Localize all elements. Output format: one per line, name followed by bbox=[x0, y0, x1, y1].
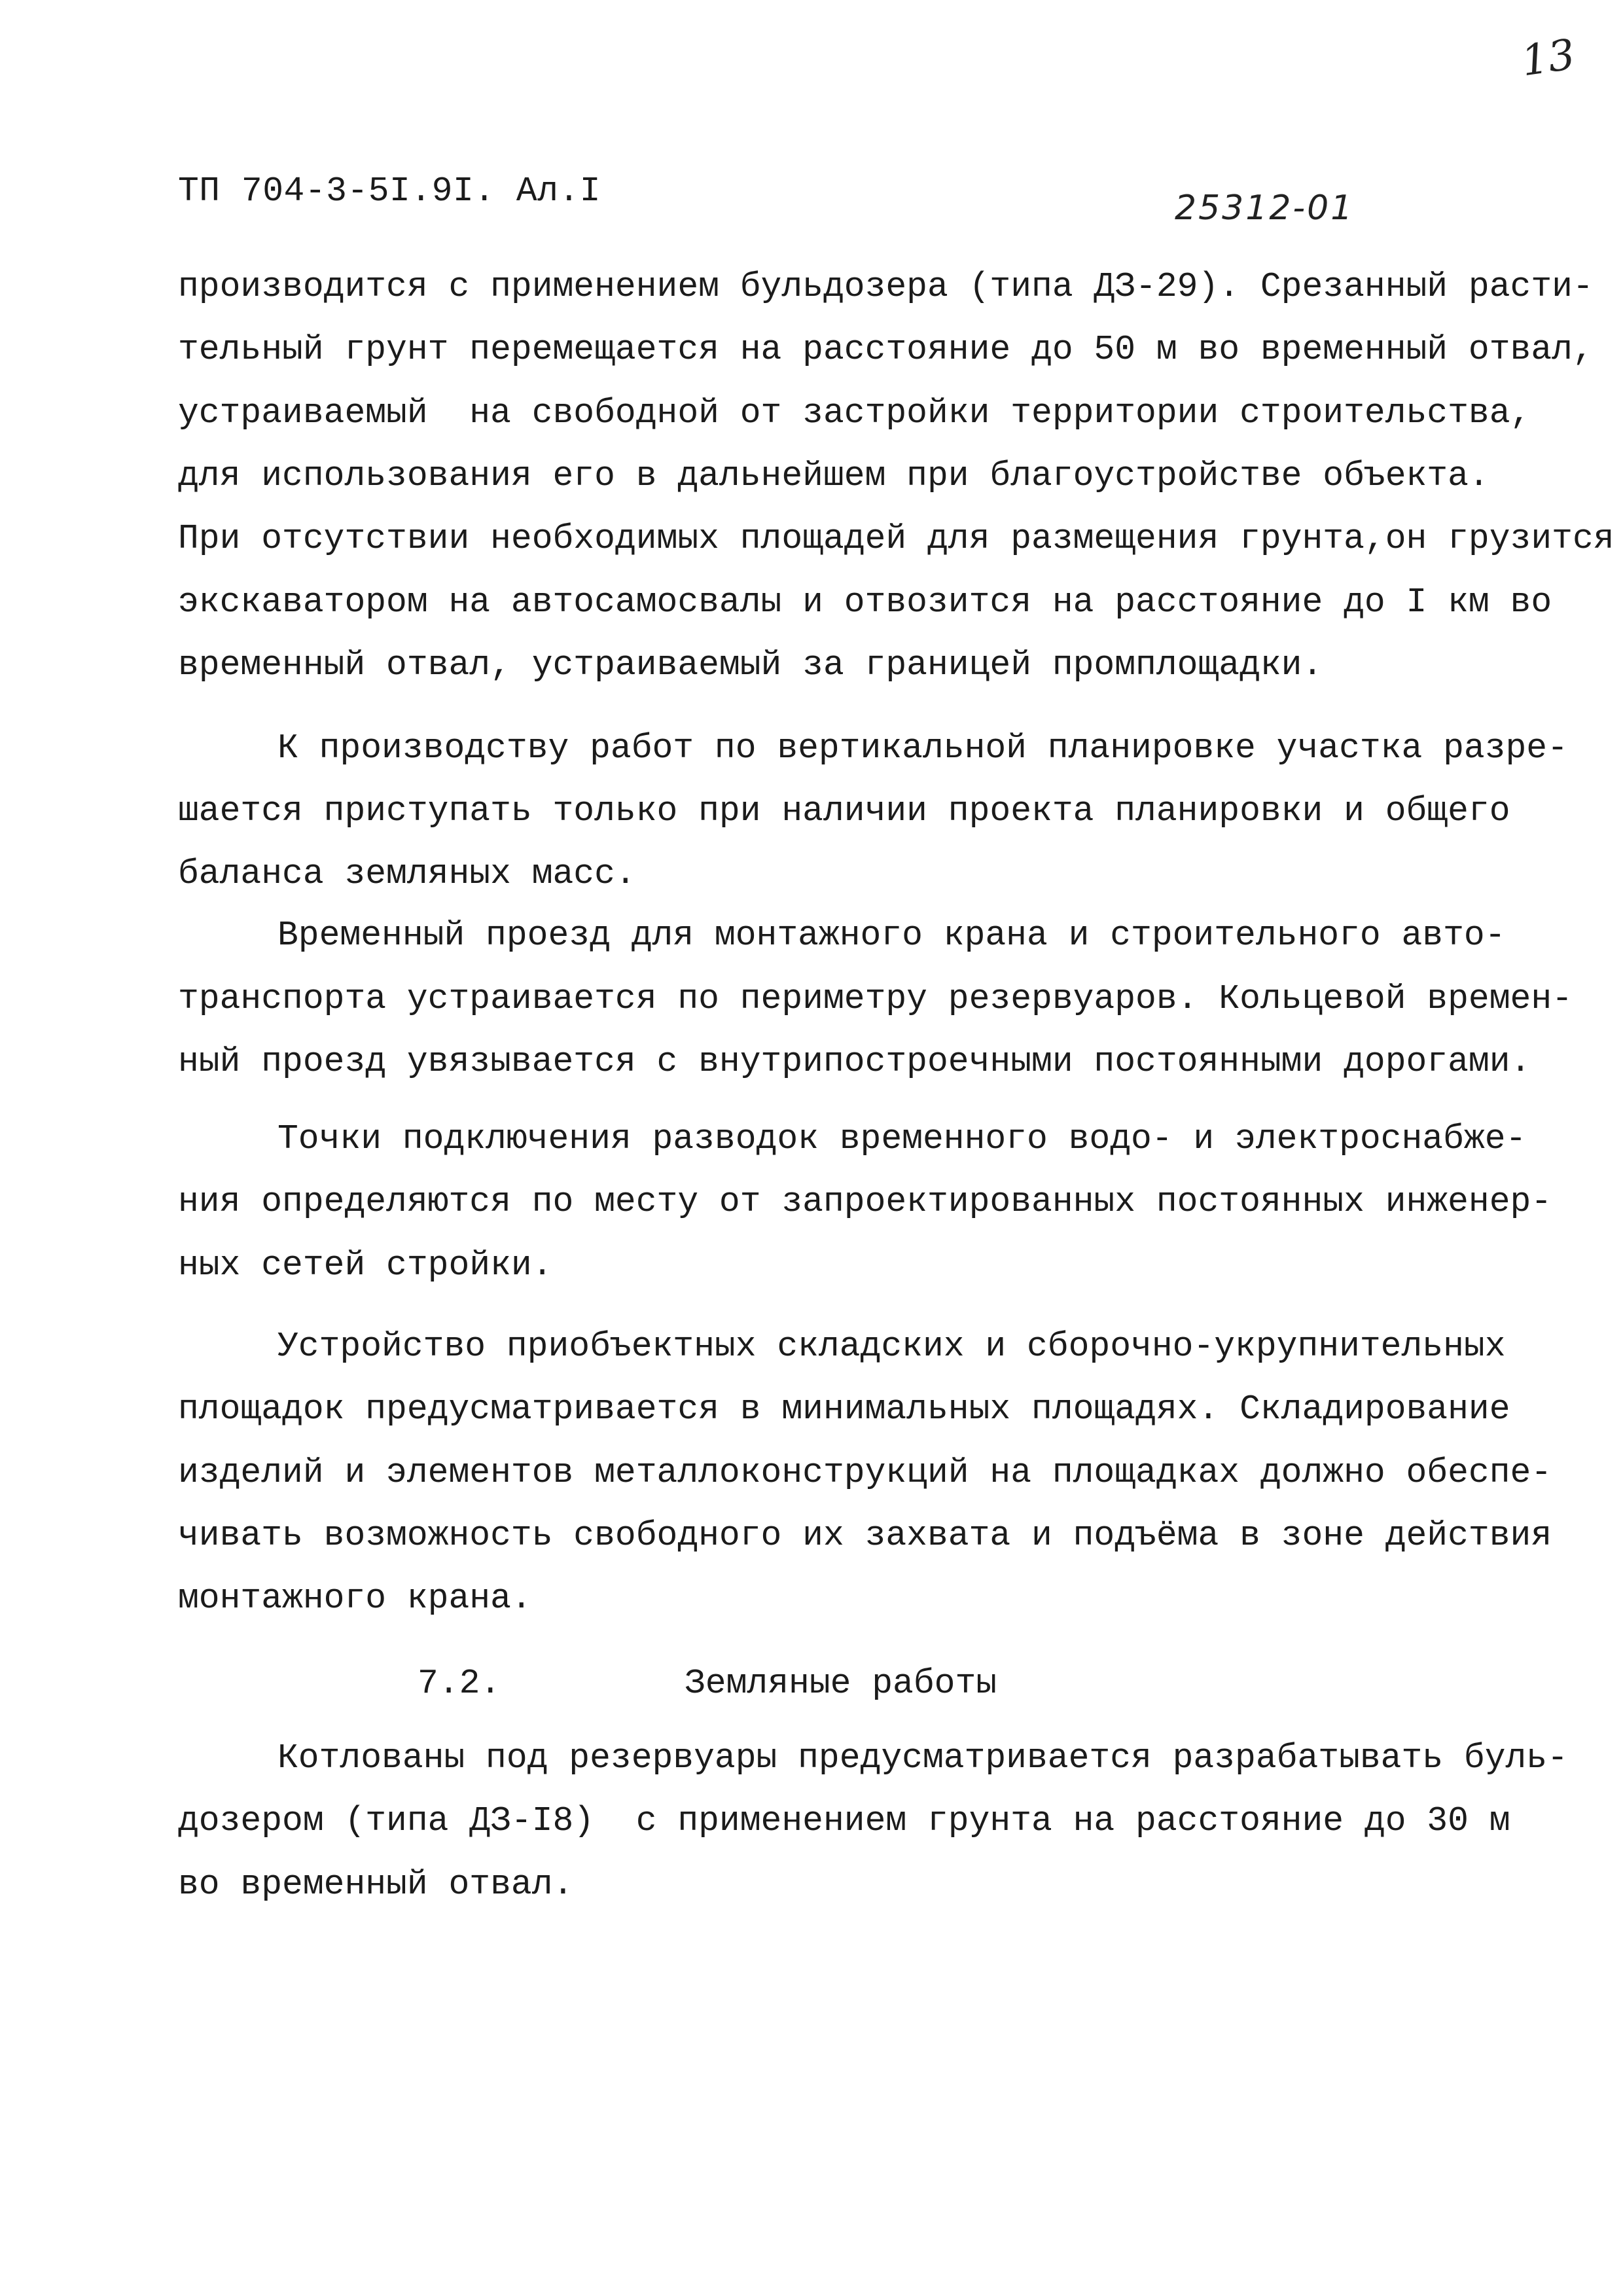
text-line: шается приступать только при наличии проекта планировки и общего bbox=[178, 791, 1510, 831]
section-title: Земляные работы bbox=[685, 1664, 997, 1703]
text-line: Временный проезд для монтажного крана и строительного авто- bbox=[277, 916, 1506, 955]
document-code: ТП 704-3-5I.9I. Ал.I bbox=[178, 171, 601, 211]
text-line: При отсутствии необходимых площадей для размещения грунта,он грузится bbox=[178, 519, 1614, 558]
text-line: транспорта устраивается по периметру резервуаров. Кольцевой времен- bbox=[178, 979, 1573, 1018]
text-line: ния определяются по месту от запроектированных постоянных инженер- bbox=[178, 1182, 1552, 1221]
text-line: монтажного крана. bbox=[178, 1579, 532, 1618]
text-line: производится с применением бульдозера (типа ДЗ-29). Срезанный расти- bbox=[178, 267, 1594, 306]
text-line: тельный грунт перемещается на расстояние до 50 м во временный отвал, bbox=[178, 330, 1594, 369]
text-line: во временный отвал. bbox=[178, 1865, 574, 1904]
archive-number: 25312-01 bbox=[1175, 188, 1355, 228]
text-line: площадок предусматривается в минимальных площадях. Складирование bbox=[178, 1390, 1510, 1429]
text-line: баланса земляных масс. bbox=[178, 854, 636, 893]
text-line: Точки подключения разводок временного водо- и электроснабже- bbox=[277, 1119, 1527, 1158]
text-line: дозером (типа ДЗ-I8) с применением грунта на расстояние до 30 м bbox=[178, 1801, 1510, 1840]
page-number: 13 bbox=[1518, 30, 1578, 86]
text-line: Устройство приобъектных складских и сборочно-укрупнительных bbox=[277, 1327, 1506, 1366]
text-line: изделий и элементов металлоконструкций на площадках должно обеспе- bbox=[178, 1453, 1552, 1492]
text-line: К производству работ по вертикальной планировке участка разре- bbox=[277, 728, 1568, 768]
text-line: чивать возможность свободного их захвата и подъёма в зоне действия bbox=[178, 1516, 1552, 1555]
text-line: временный отвал, устраиваемый за границей промплощадки. bbox=[178, 645, 1323, 685]
text-line: экскаватором на автосамосвалы и отвозится на расстояние до I км во bbox=[178, 583, 1552, 622]
text-line: устраиваемый на свободной от застройки территории строительства, bbox=[178, 393, 1531, 433]
text-line: ный проезд увязывается с внутрипостроечными постоянными дорогами. bbox=[178, 1042, 1531, 1081]
text-line: для использования его в дальнейшем при благоустройстве объекта. bbox=[178, 456, 1489, 495]
text-line: ных сетей стройки. bbox=[178, 1246, 553, 1285]
section-number: 7.2. bbox=[418, 1664, 501, 1703]
text-line: Котлованы под резервуары предусматривается разрабатывать буль- bbox=[277, 1738, 1568, 1778]
